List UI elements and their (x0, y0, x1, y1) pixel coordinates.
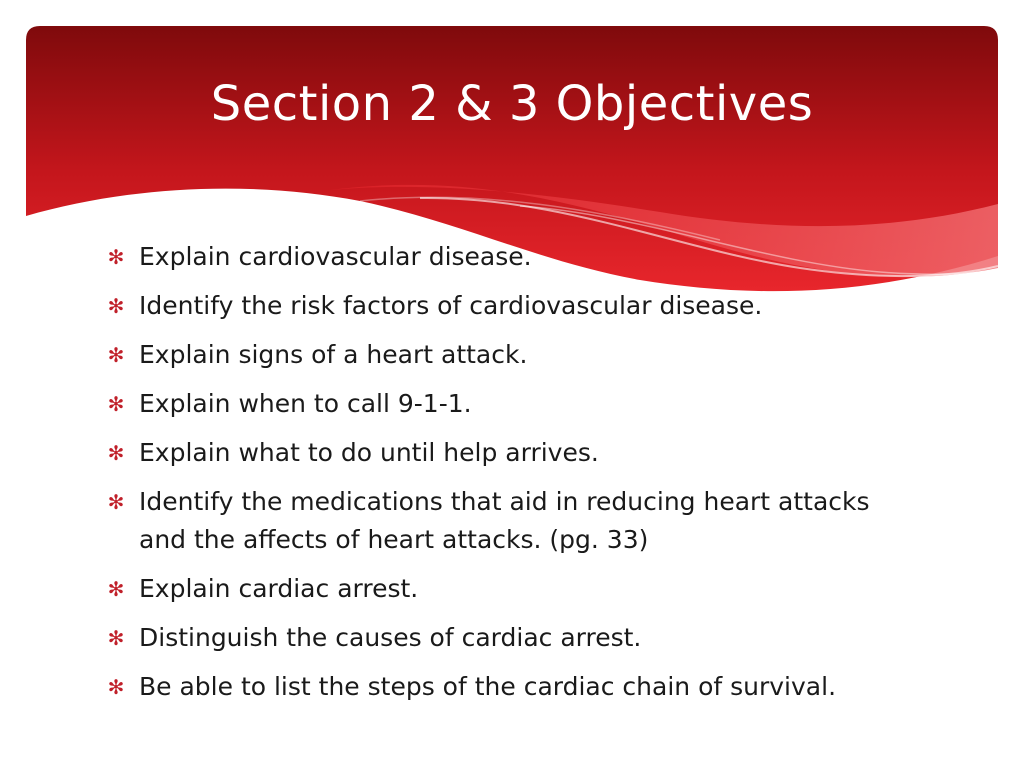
list-item-text: Identify the risk factors of cardiovascular disease. (139, 291, 763, 320)
list-item-text: Explain when to call 9-1-1. (139, 389, 472, 418)
list-item-text: Be able to list the steps of the cardiac chain of survival. (139, 672, 837, 701)
list-item-text: Explain cardiovascular disease. (139, 242, 532, 271)
list-item (106, 619, 906, 657)
asterisk-bullet-icon: ✻ (107, 626, 125, 650)
asterisk-bullet-icon: ✻ (107, 294, 125, 318)
asterisk-bullet-icon: ✻ (107, 441, 125, 465)
asterisk-bullet-icon: ✻ (107, 392, 125, 416)
list-item-text: Explain what to do until help arrives. (139, 438, 599, 467)
list-item (106, 668, 906, 706)
asterisk-bullet-icon: ✻ (107, 675, 125, 699)
list-item-text: Explain signs of a heart attack. (139, 340, 528, 369)
asterisk-bullet-icon: ✻ (107, 245, 125, 269)
asterisk-bullet-icon: ✻ (107, 343, 125, 367)
list-item (106, 483, 906, 559)
list-item-text: Distinguish the causes of cardiac arrest. (139, 623, 642, 652)
list-item (106, 434, 906, 472)
list-item-text: Explain cardiac arrest. (139, 574, 419, 603)
list-item (106, 336, 906, 374)
list-item (106, 287, 906, 325)
objectives-list (106, 238, 906, 717)
list-item (106, 238, 906, 276)
list-item (106, 385, 906, 423)
asterisk-bullet-icon: ✻ (107, 490, 125, 514)
list-item-text: Identify the medications that aid in reducing heart attacks and the affects of heart attacks. (pg. 33) (139, 487, 870, 554)
list-item (106, 570, 906, 608)
slide-title: Section 2 & 3 Objectives (210, 76, 814, 132)
asterisk-bullet-icon: ✻ (107, 577, 125, 601)
